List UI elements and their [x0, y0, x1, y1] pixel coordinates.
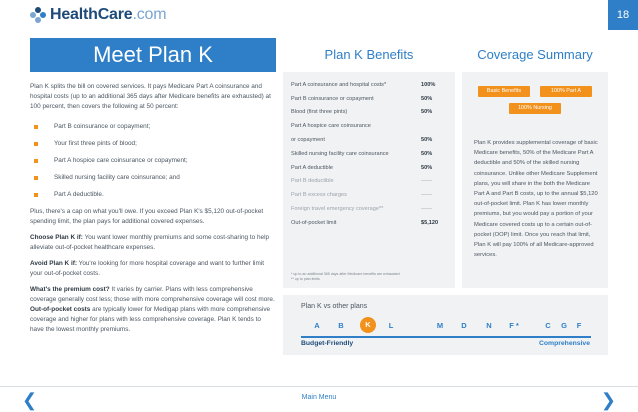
- benefit-label: Part B excess charges: [291, 192, 347, 199]
- healthcare-logo[interactable]: [30, 6, 166, 24]
- plan-letter: A: [314, 321, 320, 330]
- scale-line: [301, 336, 591, 338]
- bullet-text: Part A hospice care coinsurance or copayment;: [54, 156, 188, 164]
- list-item: [30, 135, 276, 152]
- benefit-value: $5,120: [421, 219, 439, 226]
- plan-letter-active: K: [360, 317, 376, 333]
- benefit-value: 50%: [421, 95, 433, 102]
- bullet-icon: [34, 142, 38, 146]
- plan-letter: G: [561, 321, 567, 330]
- benefit-label: Part B deductible: [291, 178, 334, 185]
- footnote-1: * up to an additional 365 days after Medicare benefits are exhausted: [291, 271, 400, 276]
- footer-nav: [0, 386, 638, 412]
- badge-nursing: 100% Nursing: [509, 103, 561, 114]
- logo-people-icon: [30, 7, 46, 23]
- bullet-text: Skilled nursing facility care coinsurance; and: [54, 173, 180, 181]
- benefit-value: 50%: [421, 164, 433, 171]
- benefit-label: Part B coinsurance or copayment: [291, 95, 374, 102]
- list-item: [30, 118, 276, 135]
- bullet-icon: [34, 176, 38, 180]
- premium-label: What's the premium cost?: [30, 286, 110, 293]
- benefit-value: ——: [421, 192, 433, 199]
- table-row: [291, 188, 447, 202]
- scale-low-label: Budget-Friendly: [301, 340, 354, 347]
- benefit-label: Part A deductible: [291, 164, 333, 171]
- plan-letter: M: [436, 321, 444, 330]
- benefit-label: Out-of-pocket limit: [291, 219, 337, 226]
- table-row: [291, 161, 447, 175]
- plan-letter: B: [338, 321, 344, 330]
- benefit-label: Part A coinsurance and hospital costs*: [291, 81, 387, 88]
- table-row: [291, 175, 447, 189]
- scale-title: Plan K vs other plans: [301, 303, 368, 310]
- choose-paragraph: [30, 233, 276, 253]
- table-row: [291, 216, 447, 230]
- brand-name: HealthCare: [50, 6, 133, 23]
- previous-page-arrow-icon[interactable]: ❮: [22, 390, 38, 410]
- list-item: [30, 152, 276, 169]
- list-item: [30, 169, 276, 186]
- benefit-value: ——: [421, 206, 433, 213]
- plan-letter: F *: [509, 321, 519, 330]
- choose-text: You want lower monthly premiums and some cost-sharing to help alleviate out-of-pocket healthcare expenses.: [30, 234, 270, 251]
- benefit-value: 100%: [421, 81, 436, 88]
- list-item: [30, 186, 276, 203]
- benefits-table: [283, 72, 455, 230]
- plan-letter: D: [461, 321, 467, 330]
- benefits-panel: [283, 38, 455, 288]
- scale-plan-letters: [283, 317, 608, 337]
- coverage-panel: [462, 38, 608, 288]
- plan-letter: L: [388, 321, 394, 330]
- badge-part-a: 100% Part A: [540, 86, 592, 97]
- coverage-title: Coverage Summary: [462, 38, 608, 72]
- bullet-text: Part B coinsurance or copayment;: [54, 122, 151, 130]
- bullet-icon: [34, 159, 38, 163]
- scale-high-label: Comprehensive: [539, 340, 590, 347]
- bullet-text: Part A deductible.: [54, 190, 104, 198]
- cap-paragraph: Plus, there's a cap on what you'll owe. If you exceed Plan K's $5,120 out-of-pocket spending limit, the plan pays for additional covered expenses.: [30, 208, 264, 225]
- premium-text-1: It varies by carrier. Plans with less comprehensive coverage generally cost less; those with more comprehensive coverage will cost more.: [30, 286, 275, 303]
- benefit-label: Part A hospice care coinsurance: [291, 123, 371, 130]
- table-row: [291, 92, 447, 106]
- plan-letter: F: [576, 321, 582, 330]
- benefit-value: 50%: [421, 150, 433, 157]
- coverage-description: Plan K provides supplemental coverage of basic Medicare benefits, 50% of the Medicare Part A deductible and 50% of the skilled nursing coinsurance. Unlike other Medicare Supplement plans, you will share in the both the Medicare Part A and Part B costs, up to the annual $5,120 out-of-pocket limit. Plan K has lower monthly premiums, but you would pay a portion of your Medicare covered costs up to a certain out-of-pocket (OOP) limit. Once you reach that limit, Plan K will pay 100% of all Medicare-approved services.: [474, 140, 598, 259]
- next-page-arrow-icon[interactable]: ❯: [600, 390, 616, 410]
- coverage-bullet-list: [30, 118, 276, 203]
- premium-bold: Out-of-pocket costs: [30, 306, 91, 313]
- plan-letter: C: [545, 321, 551, 330]
- choose-label: Choose Plan K if:: [30, 234, 83, 241]
- intro-paragraph: Plan K splits the bill on covered services. It pays Medicare Part A coinsurance and hospital costs (up to an additional 365 days after Medicare benefits are exhausted) at 100 percent, then covers the following at 50 percent:: [30, 83, 271, 110]
- benefits-footnote: [283, 272, 455, 282]
- page-title: Meet Plan K: [30, 38, 276, 72]
- overview-body: [30, 72, 276, 335]
- table-row: [291, 106, 447, 120]
- top-bar: [0, 0, 638, 34]
- avoid-label: Avoid Plan K if:: [30, 260, 77, 267]
- benefit-label: Blood (first three pints): [291, 109, 348, 116]
- avoid-paragraph: [30, 259, 276, 279]
- main-menu-link[interactable]: Main Menu: [301, 394, 337, 401]
- coverage-badges: [462, 72, 608, 124]
- benefit-value: 50%: [421, 109, 433, 116]
- table-row: [291, 202, 447, 216]
- avoid-text: You're looking for more hospital coverage and want to further limit your out-of-pocket costs.: [30, 260, 264, 277]
- plan-k-overview: [30, 38, 276, 341]
- premium-paragraph: [30, 285, 276, 335]
- benefit-label: Skilled nursing facility care coinsurance: [291, 150, 389, 157]
- footnote-2: ** up to plan limits: [291, 276, 320, 281]
- page-number: 18: [608, 0, 638, 30]
- benefit-label: Foreign travel emergency coverage**: [291, 206, 384, 213]
- plan-comparison-scale: [283, 295, 608, 355]
- table-row: [291, 78, 447, 92]
- badge-basic-benefits: Basic Benefits: [478, 86, 530, 97]
- premium-text-2: are typically lower for Medigap plans with more comprehensive coverage and higher for plans with less comprehensive coverage. Plan K tends to have the lowest monthly premiums.: [30, 306, 271, 333]
- bullet-icon: [34, 193, 38, 197]
- table-row: [291, 147, 447, 161]
- table-row: [291, 119, 447, 133]
- logo-text: [50, 6, 166, 24]
- benefit-value: ——: [421, 178, 433, 185]
- bullet-text: Your first three pints of blood;: [54, 139, 137, 147]
- plan-letter: N: [486, 321, 492, 330]
- benefits-title: Plan K Benefits: [283, 38, 455, 72]
- bullet-icon: [34, 125, 38, 129]
- benefit-label: or copayment: [291, 137, 325, 144]
- benefit-value: 50%: [421, 137, 433, 144]
- brand-suffix: .com: [132, 6, 167, 23]
- table-row: [291, 133, 447, 147]
